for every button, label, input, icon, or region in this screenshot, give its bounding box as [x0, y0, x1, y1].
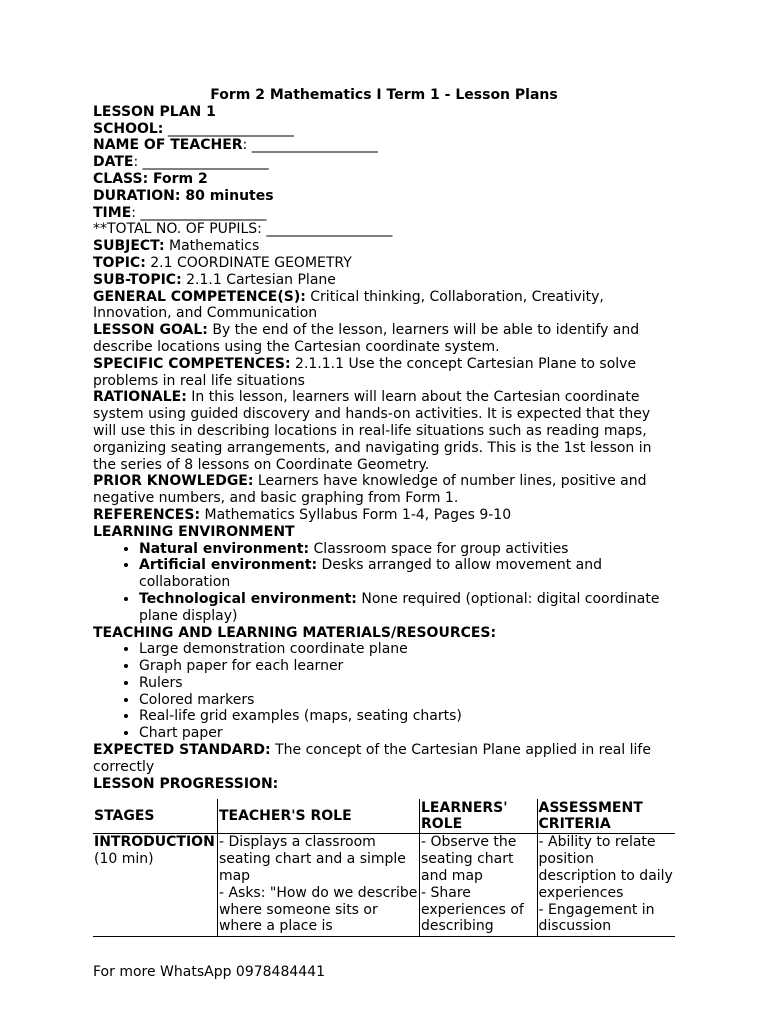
subject-field: SUBJECT: Mathematics — [93, 238, 260, 255]
specific-competences-field: SPECIFIC COMPETENCES: 2.1.1.1 Use the concept Cartesian Plane to solve problems in real life situations — [93, 355, 637, 389]
table-row — [93, 834, 675, 937]
table-header-row — [93, 799, 675, 834]
header-teachers-role: TEACHER'S ROLE — [217, 799, 419, 834]
list-item: • Large demonstration coordinate plane — [139, 641, 675, 658]
list-item: • Chart paper — [139, 725, 675, 742]
materials-heading: TEACHING AND LEARNING MATERIALS/RESOURCES: — [93, 624, 497, 641]
topic-field: TOPIC: 2.1 COORDINATE GEOMETRY — [93, 254, 352, 271]
general-competence-field: GENERAL COMPETENCE(S): Critical thinking, Collaboration, Creativity, Innovation, and Communication — [93, 288, 604, 322]
time-field: TIME: __________________ — [93, 204, 267, 221]
lesson-plan-heading: LESSON PLAN 1 — [93, 103, 216, 120]
pupils-field: **TOTAL NO. OF PUPILS: __________________ — [93, 221, 393, 238]
list-item: • Colored markers — [139, 692, 675, 709]
header-assessment-criteria: ASSESSMENT CRITERIA — [537, 799, 675, 834]
references-field: REFERENCES: Mathematics Syllabus Form 1-4, Pages 9-10 — [93, 506, 512, 523]
stage-cell: INTRODUCTION (10 min) — [93, 834, 217, 937]
list-item: • Rulers — [139, 675, 675, 692]
document-title: Form 2 Mathematics I Term 1 - Lesson Plans — [210, 87, 558, 103]
date-field: DATE: __________________ — [93, 154, 269, 171]
teacher-field: NAME OF TEACHER: __________________ — [93, 137, 378, 154]
lesson-goal-field: LESSON GOAL: By the end of the lesson, learners will be able to identify and describe locations using the Cartesian coordinate system. — [93, 322, 640, 355]
lesson-progression-table — [93, 799, 675, 937]
teacher-role-cell: - Displays a classroom seating chart and a simple map - Asks: "How do we describe where someone sits or where a place is — [217, 834, 419, 937]
list-item: • Graph paper for each learner — [139, 658, 675, 675]
rationale-field: RATIONALE: In this lesson, learners will learn about the Cartesian coordinate system using guided discovery and hands-on activities. It is expected that they will use this in describing locations in real-life situations such as reading maps, organizing seating arrangements, and navigating grids. This is the 1st lesson in the series of 8 lessons on Coordinate Geometry. — [93, 389, 652, 473]
subtopic-field: SUB-TOPIC: 2.1.1 Cartesian Plane — [93, 271, 336, 288]
lesson-plan-document — [93, 87, 675, 937]
list-item: • Real-life grid examples (maps, seating charts) — [139, 708, 675, 725]
environment-list — [93, 541, 675, 625]
lesson-progression-heading: LESSON PROGRESSION: — [93, 775, 279, 792]
learners-role-cell: - Observe the seating chart and map - Share experiences of describing — [420, 834, 538, 937]
footer-contact: For more WhatsApp 0978484441 — [93, 964, 325, 980]
expected-standard-field: EXPECTED STANDARD: The concept of the Cartesian Plane applied in real life correctly — [93, 742, 651, 775]
materials-list — [93, 641, 675, 742]
learning-environment-heading: LEARNING ENVIRONMENT — [93, 523, 295, 540]
header-stages: STAGES — [93, 799, 217, 834]
assessment-cell: - Ability to relate position description to daily experiences - Engagement in discussion — [537, 834, 675, 937]
class-field: CLASS: Form 2 — [93, 170, 208, 187]
list-item: • Technological environment: None required (optional: digital coordinate plane display) — [139, 591, 675, 625]
list-item: • Artificial environment: Desks arranged to allow movement and collaboration — [139, 557, 675, 591]
header-learners-role: LEARNERS' ROLE — [420, 799, 538, 834]
list-item: • Natural environment: Classroom space for group activities — [139, 541, 675, 558]
prior-knowledge-field: PRIOR KNOWLEDGE: Learners have knowledge of number lines, positive and negative numbers, and basic graphing from Form 1. — [93, 473, 647, 507]
school-field: SCHOOL: __________________ — [93, 120, 294, 137]
duration-field: DURATION: 80 minutes — [93, 187, 274, 204]
